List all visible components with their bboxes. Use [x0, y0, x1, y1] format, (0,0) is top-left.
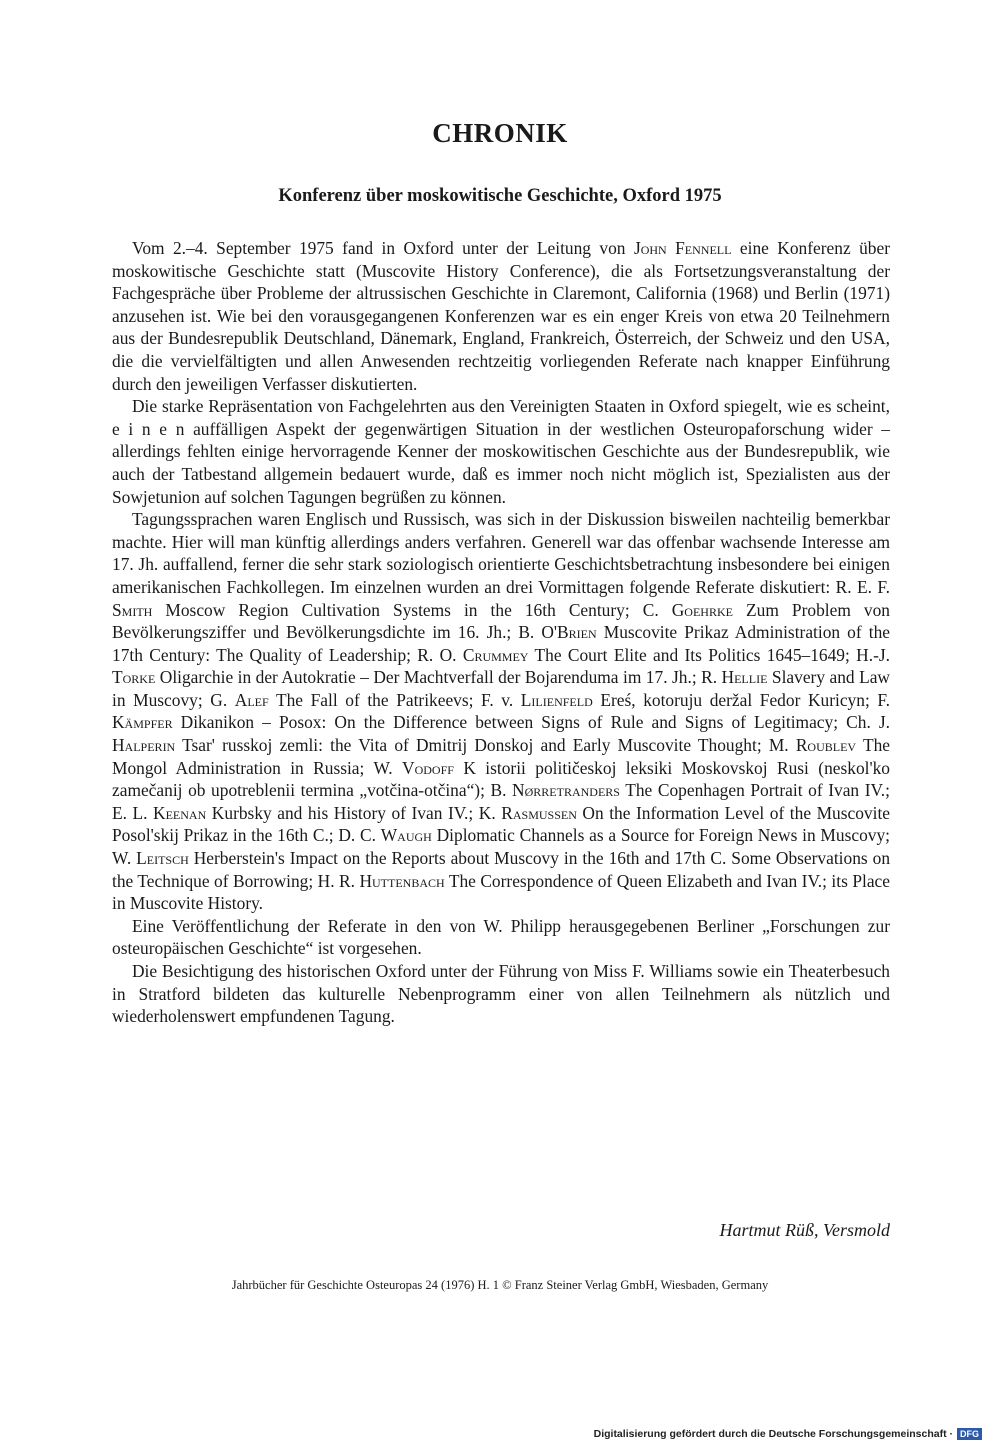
text-run: The Mongol Administration in Russia; W.: [112, 735, 890, 778]
text-run: Tagungssprachen waren Englisch und Russisch, was sich in der Diskussion bisweilen nachteilig bemerkbar machte. Hier will man künftig allerdings anders verfahren. Generell war das offenbar wachsende Interesse am 17. Jh. auffallend, ferner die sehr stark soziologisch orientierte Geschichtsbetrachtung insbesondere bei einigen amerikanischen Fachkollegen. Im einzelnen wurden an drei Vormittagen folgende Referate diskutiert: R. E. F.: [112, 509, 890, 597]
text-run: Eine Veröffentlichung der Referate in den von W. Philipp herausgegebenen Berliner „Forschungen zur osteuropäischen Geschichte“ ist vorgesehen.: [112, 915, 890, 959]
text-run: K istorii političeskoj leksiki Moskovskoj Rusi (neskol'ko zamečanij ob upotreblenii termina „votčina-otčina“); B.: [112, 757, 890, 801]
text-run: Oligarchie in der Autokratie – Der Machtverfall der Bojarenduma im 17. Jh.; R.: [155, 667, 722, 688]
author-name: O'Brien: [541, 622, 597, 643]
text-run: Kurbsky and his History of Ivan IV.; K.: [206, 802, 502, 823]
author-name: Hellie: [721, 667, 768, 688]
author-name: Huttenbach: [359, 870, 445, 891]
text-run: The Court Elite and Its Politics 1645–1649; H.-J.: [528, 644, 890, 665]
text-run: Ereś, kotoruju deržal Fedor Kuricyn; F.: [592, 689, 890, 710]
text-run: Tsar' russkoj zemli: the Vita of Dmitrij Donskoj and Early Muscovite Thought; M.: [175, 735, 796, 756]
author-name: Crummey: [462, 644, 529, 665]
article-title: Konferenz über moskowitische Geschichte, Oxford 1975: [278, 186, 722, 206]
text-run: Zum Problem von Bevölkerungsziffer und Bevölkerungsdichte im 16. Jh.; B.: [112, 599, 890, 643]
author-name: Roublev: [795, 735, 857, 756]
text-run: Slavery and Law in Muscovy; G.: [112, 667, 890, 710]
paragraph: [112, 395, 890, 508]
author-name: Halperin: [112, 735, 176, 756]
paragraph: [112, 508, 890, 915]
author-signature: Hartmut Rüß, Versmold: [719, 1220, 890, 1240]
text-run: On the Information Level of the Muscovite Posol'skij Prikaz in the 16th C.; D. C.: [112, 802, 891, 846]
author-name: Alef: [234, 689, 269, 710]
author-name: Smith: [112, 599, 153, 620]
text-run: Die starke Repräsentation von Fachgelehrten aus den Vereinigten Staaten in Oxford spiegelt, wie es scheint, e i n e n auffälligen Aspekt der gegenwärtigen Situation in der westlichen Osteuropaforschung wider – allerdings fehlten einige hervorragende Kenner der moskowitischen Geschichte aus der Bundesrepublik, wie auch der Tatbestand allgemein bedauert wurde, daß es immer noch nicht möglich ist, Spezialisten aus der Sowjetunion auf solchen Tagungen begrüßen zu können.: [112, 396, 890, 507]
page-title: CHRONIK: [432, 118, 568, 148]
author-name: Vodoff: [402, 757, 454, 778]
citation-footer: Jahrbücher für Geschichte Osteuropas 24 (1976) H. 1 © Franz Steiner Verlag GmbH, Wiesbaden, Germany: [231, 1278, 769, 1292]
text-run: eine Konferenz über moskowitische Geschichte statt (Muscovite History Conference), die als Fortsetzungsveranstaltung der Fachgespräche über Probleme der altrussischen Geschichte in Claremont, California (1968) und Berlin (1971) anzusehen ist. Wie bei den vorausgegangenen Konferenzen war es ein enger Kreis von etwa 20 Teilnehmern aus der Bundesrepublik Deutschland, Dänemark, England, Frankreich, Österreich, der Schweiz und den USA, die die vervielfältigten und allen Anwesenden rechtzeitig vorliegenden Referate nach knapper Einführung durch den jeweiligen Verfasser diskutierten.: [112, 238, 890, 394]
author-name: Lilienfeld: [520, 689, 593, 710]
text-run: Die Besichtigung des historischen Oxford unter der Führung von Miss F. Williams sowie ein Theaterbesuch in Stratford bildeten das kulturelle Nebenprogramm einer von allen Teilnehmern als nützlich und wiederholenswert empfundenen Tagung.: [112, 961, 890, 1027]
author-name: Keenan: [153, 802, 207, 823]
text-run: Moscow Region Cultivation Systems in the 16th Century; C.: [152, 599, 672, 620]
text-run: Muscovite Prikaz Administration of the 17th Century: The Quality of Leadership; R. O.: [112, 622, 890, 665]
author-name: Nørretranders: [512, 780, 620, 801]
text-run: The Fall of the Patrikeevs; F. v.: [268, 689, 521, 710]
digitization-credit: [594, 1428, 982, 1440]
text-run: Dikanikon – Posox: On the Difference between Signs of Rule and Signs of Legitimacy; Ch. J.: [172, 712, 890, 733]
text-run: The Copenhagen Portrait of Ivan IV.; E. L.: [112, 780, 890, 823]
author-name: Rasmussen: [501, 802, 577, 823]
author-name: John Fennell: [633, 238, 732, 258]
author-name: Leitsch: [136, 848, 189, 869]
article-body: [112, 237, 890, 1028]
text-run: Herberstein's Impact on the Reports about Muscovy in the 16th and 17th C. Some Observations on the Technique of Borrowing; H. R.: [112, 848, 891, 891]
author-name: Waugh: [380, 825, 432, 846]
paragraph: [112, 915, 890, 960]
author-name: Torke: [112, 667, 156, 688]
text-run: Vom 2.–4. September 1975 fand in Oxford unter der Leitung von: [132, 238, 634, 258]
dfg-logo-icon: DFG: [957, 1428, 982, 1440]
text-run: Diplomatic Channels as a Source for Foreign News in Muscovy; W.: [112, 825, 890, 869]
paragraph: [112, 237, 890, 395]
digitization-text: Digitalisierung gefördert durch die Deutsche Forschungsgemeinschaft ·: [593, 1428, 953, 1440]
author-name: Goehrke: [671, 599, 733, 620]
author-name: Kämpfer: [112, 712, 173, 733]
paragraph: [112, 960, 890, 1028]
text-run: The Correspondence of Queen Elizabeth and Ivan IV.; its Place in Muscovite History.: [112, 870, 890, 914]
